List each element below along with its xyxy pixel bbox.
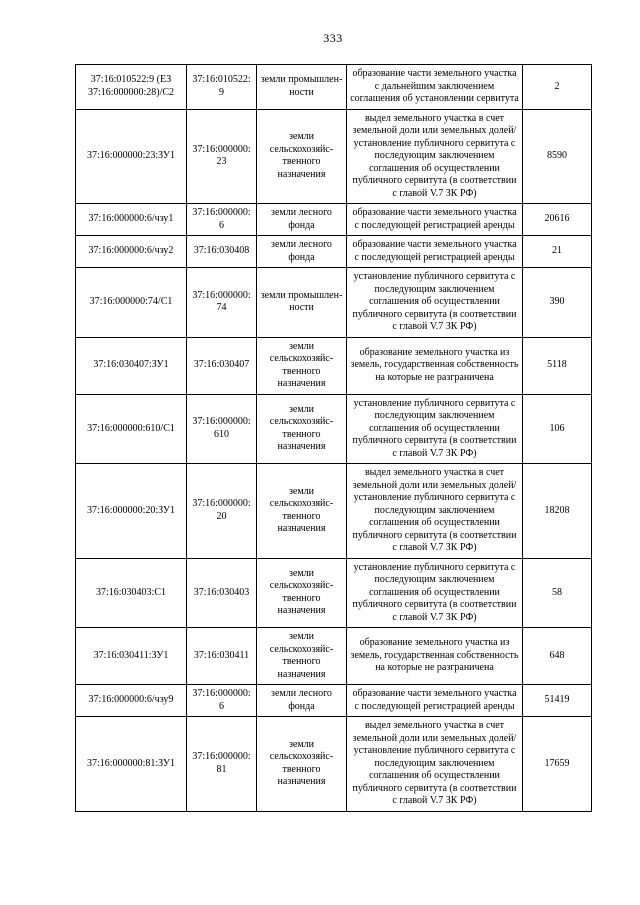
cell-area: 648	[523, 628, 592, 685]
cell-contour-number: 37:16:000000:6/чзу9	[76, 685, 187, 717]
cell-formation-method: выдел земельного участка в счет земельной доли или земельных долей/установление публичного сервитута с последующим заключением соглашения об осуществлении публичного сервитута (в соответствии с главой V.7 ЗК РФ)	[347, 717, 523, 812]
cell-cadastral-number: 37:16:000000:74	[187, 268, 257, 338]
cell-formation-method: образование части земельного участка с дальнейшим заключением соглашения об установлении сервитута	[347, 65, 523, 110]
table-row	[76, 394, 592, 464]
cell-area: 8590	[523, 109, 592, 204]
land-parcels-table	[75, 64, 592, 812]
cell-area: 5118	[523, 337, 592, 394]
cell-land-category: земли лесного фонда	[257, 236, 347, 268]
cell-cadastral-number: 37:16:030403	[187, 558, 257, 628]
table-row	[76, 685, 592, 717]
cell-formation-method: образование части земельного участка с последующей регистрацией аренды	[347, 685, 523, 717]
cell-land-category: земли лесного фонда	[257, 685, 347, 717]
cell-cadastral-number: 37:16:000000:81	[187, 717, 257, 812]
cell-formation-method: выдел земельного участка в счет земельной доли или земельных долей/установление публичного сервитута с последующим заключением соглашения об осуществлении публичного сервитута (в соответствии с главой V.7 ЗК РФ)	[347, 464, 523, 559]
cell-area: 21	[523, 236, 592, 268]
cell-contour-number: 37:16:010522:9 (ЕЗ 37:16:000000:28)/С2	[76, 65, 187, 110]
table-row	[76, 337, 592, 394]
table-row	[76, 109, 592, 204]
cell-land-category: земли сельскохозяйственного назначения	[257, 558, 347, 628]
page-number: 333	[323, 31, 343, 45]
cell-cadastral-number: 37:16:030408	[187, 236, 257, 268]
cell-formation-method: установление публичного сервитута с последующим заключением соглашения об осуществлении публичного сервитута (в соответствии с главой V.7 ЗК РФ)	[347, 268, 523, 338]
cell-area: 390	[523, 268, 592, 338]
cell-land-category: земли сельскохозяйственного назначения	[257, 628, 347, 685]
cell-contour-number: 37:16:000000:23:ЗУ1	[76, 109, 187, 204]
cell-contour-number: 37:16:000000:74/С1	[76, 268, 187, 338]
cell-land-category: земли промышленности	[257, 268, 347, 338]
cell-formation-method: образование земельного участка из земель, государственная собственность на которые не разграничена	[347, 337, 523, 394]
table-row	[76, 717, 592, 812]
cell-cadastral-number: 37:16:000000:20	[187, 464, 257, 559]
cell-area: 2	[523, 65, 592, 110]
cell-land-category: земли сельскохозяйственного назначения	[257, 394, 347, 464]
cell-cadastral-number: 37:16:000000:6	[187, 204, 257, 236]
cell-contour-number: 37:16:030407:ЗУ1	[76, 337, 187, 394]
cell-cadastral-number: 37:16:030407	[187, 337, 257, 394]
table-body	[76, 65, 592, 812]
cell-land-category: земли сельскохозяйственного назначения	[257, 337, 347, 394]
cell-contour-number: 37:16:030403:С1	[76, 558, 187, 628]
table-row	[76, 268, 592, 338]
cell-area: 17659	[523, 717, 592, 812]
cell-land-category: земли сельскохозяйственного назначения	[257, 109, 347, 204]
table-row	[76, 558, 592, 628]
cell-formation-method: установление публичного сервитута с последующим заключением соглашения об осуществлении публичного сервитута (в соответствии с главой V.7 ЗК РФ)	[347, 394, 523, 464]
cell-cadastral-number: 37:16:030411	[187, 628, 257, 685]
cell-area: 58	[523, 558, 592, 628]
cell-area: 18208	[523, 464, 592, 559]
cell-contour-number: 37:16:000000:6/чзу2	[76, 236, 187, 268]
cell-area: 51419	[523, 685, 592, 717]
cell-formation-method: образование части земельного участка с последующей регистрацией аренды	[347, 204, 523, 236]
table-row	[76, 204, 592, 236]
cell-cadastral-number: 37:16:000000:610	[187, 394, 257, 464]
cell-land-category: земли промышленности	[257, 65, 347, 110]
table-row	[76, 628, 592, 685]
cell-contour-number: 37:16:030411:ЗУ1	[76, 628, 187, 685]
cell-formation-method: образование земельного участка из земель, государственная собственность на которые не разграничена	[347, 628, 523, 685]
cell-cadastral-number: 37:16:000000:6	[187, 685, 257, 717]
cell-formation-method: образование части земельного участка с последующей регистрацией аренды	[347, 236, 523, 268]
cell-contour-number: 37:16:000000:6/чзу1	[76, 204, 187, 236]
table-row	[76, 65, 592, 110]
cell-contour-number: 37:16:000000:610/С1	[76, 394, 187, 464]
cell-area: 20616	[523, 204, 592, 236]
cell-land-category: земли лесного фонда	[257, 204, 347, 236]
cell-area: 106	[523, 394, 592, 464]
table-row	[76, 464, 592, 559]
cell-contour-number: 37:16:000000:81:ЗУ1	[76, 717, 187, 812]
cell-land-category: земли сельскохозяйственного назначения	[257, 717, 347, 812]
cell-formation-method: выдел земельного участка в счет земельной доли или земельных долей/установление публичного сервитута с последующим заключением соглашения об осуществлении публичного сервитута (в соответствии с главой V.7 ЗК РФ)	[347, 109, 523, 204]
cell-cadastral-number: 37:16:010522:9	[187, 65, 257, 110]
cell-formation-method: установление публичного сервитута с последующим заключением соглашения об осуществлении публичного сервитута (в соответствии с главой V.7 ЗК РФ)	[347, 558, 523, 628]
cell-cadastral-number: 37:16:000000:23	[187, 109, 257, 204]
table-row	[76, 236, 592, 268]
cell-contour-number: 37:16:000000:20:ЗУ1	[76, 464, 187, 559]
cell-land-category: земли сельскохозяйственного назначения	[257, 464, 347, 559]
